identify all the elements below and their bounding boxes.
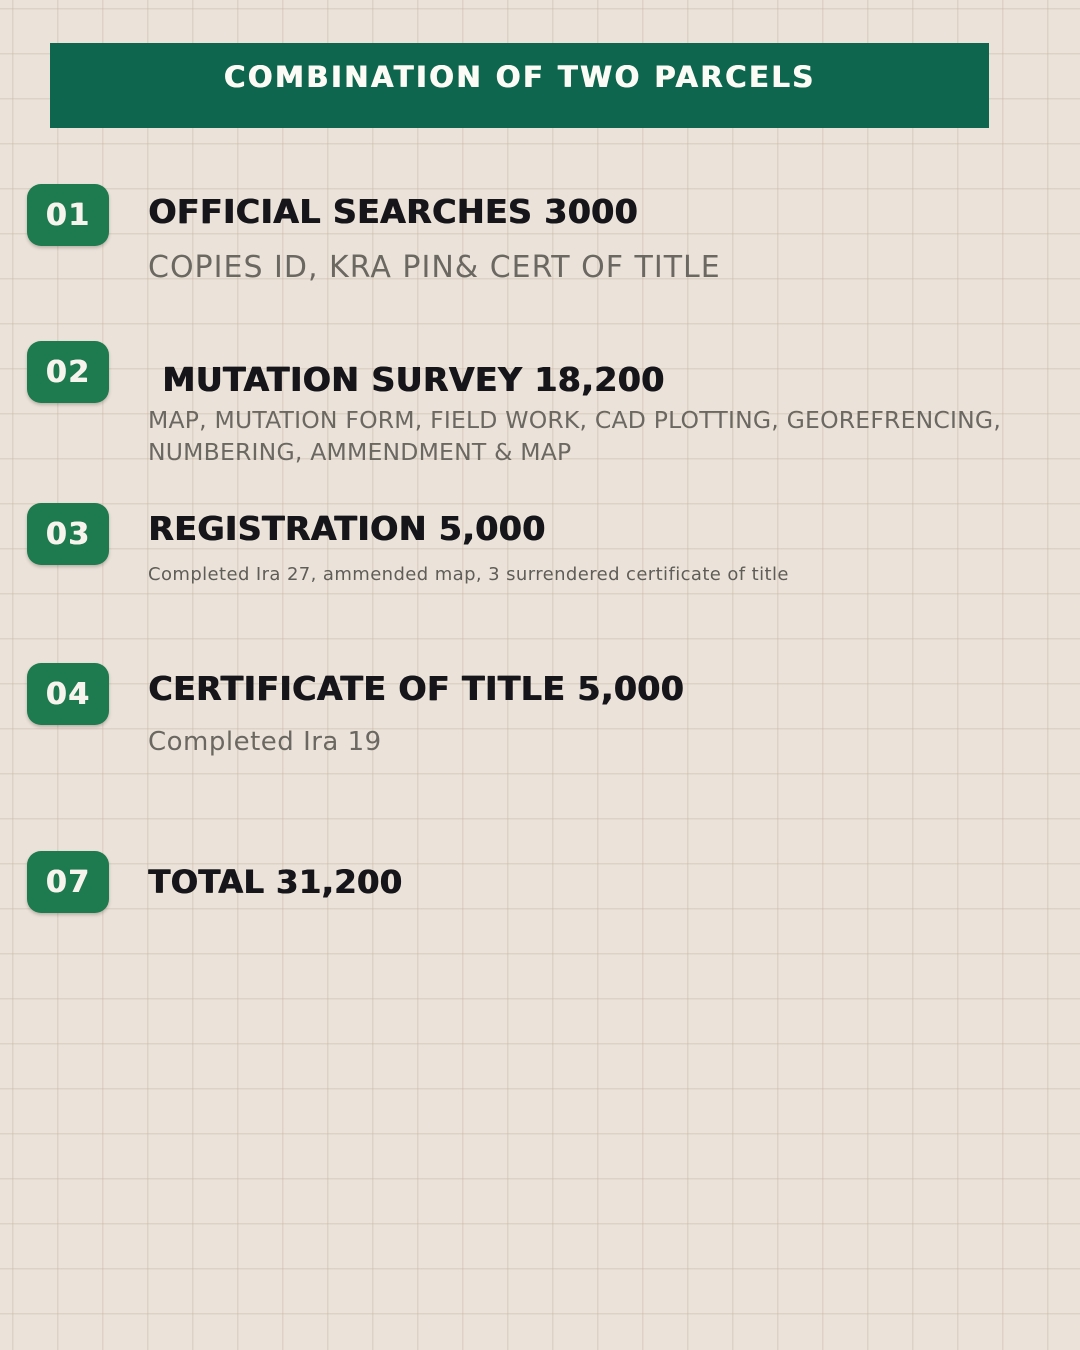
item-number-badge-04: 04 xyxy=(27,663,109,725)
item-subtitle-mutation-survey: MAP, MUTATION FORM, FIELD WORK, CAD PLOTTING, GEOREFRENCING, NUMBERING, AMMENDMENT & MAP xyxy=(148,406,1002,466)
item-title-total: TOTAL 31,200 xyxy=(148,863,403,901)
header-banner xyxy=(50,43,989,128)
item-number-badge-07: 07 xyxy=(27,851,109,913)
item-number-badge-02: 02 xyxy=(27,341,109,403)
page-title: COMBINATION OF TWO PARCELS xyxy=(223,59,816,94)
item-subtitle-registration: Completed Ira 27, ammended map, 3 surrendered certificate of title xyxy=(148,564,789,585)
item-subtitle-certificate-of-title: Completed Ira 19 xyxy=(148,727,382,757)
item-title-mutation-survey: MUTATION SURVEY 18,200 xyxy=(162,360,665,399)
item-title-certificate-of-title: CERTIFICATE OF TITLE 5,000 xyxy=(148,669,684,708)
item-title-official-searches: OFFICIAL SEARCHES 3000 xyxy=(148,192,638,231)
item-title-registration: REGISTRATION 5,000 xyxy=(148,509,546,548)
item-number-badge-01: 01 xyxy=(27,184,109,246)
item-number-badge-03: 03 xyxy=(27,503,109,565)
item-subtitle-official-searches: COPIES ID, KRA PIN& CERT OF TITLE xyxy=(148,250,721,285)
